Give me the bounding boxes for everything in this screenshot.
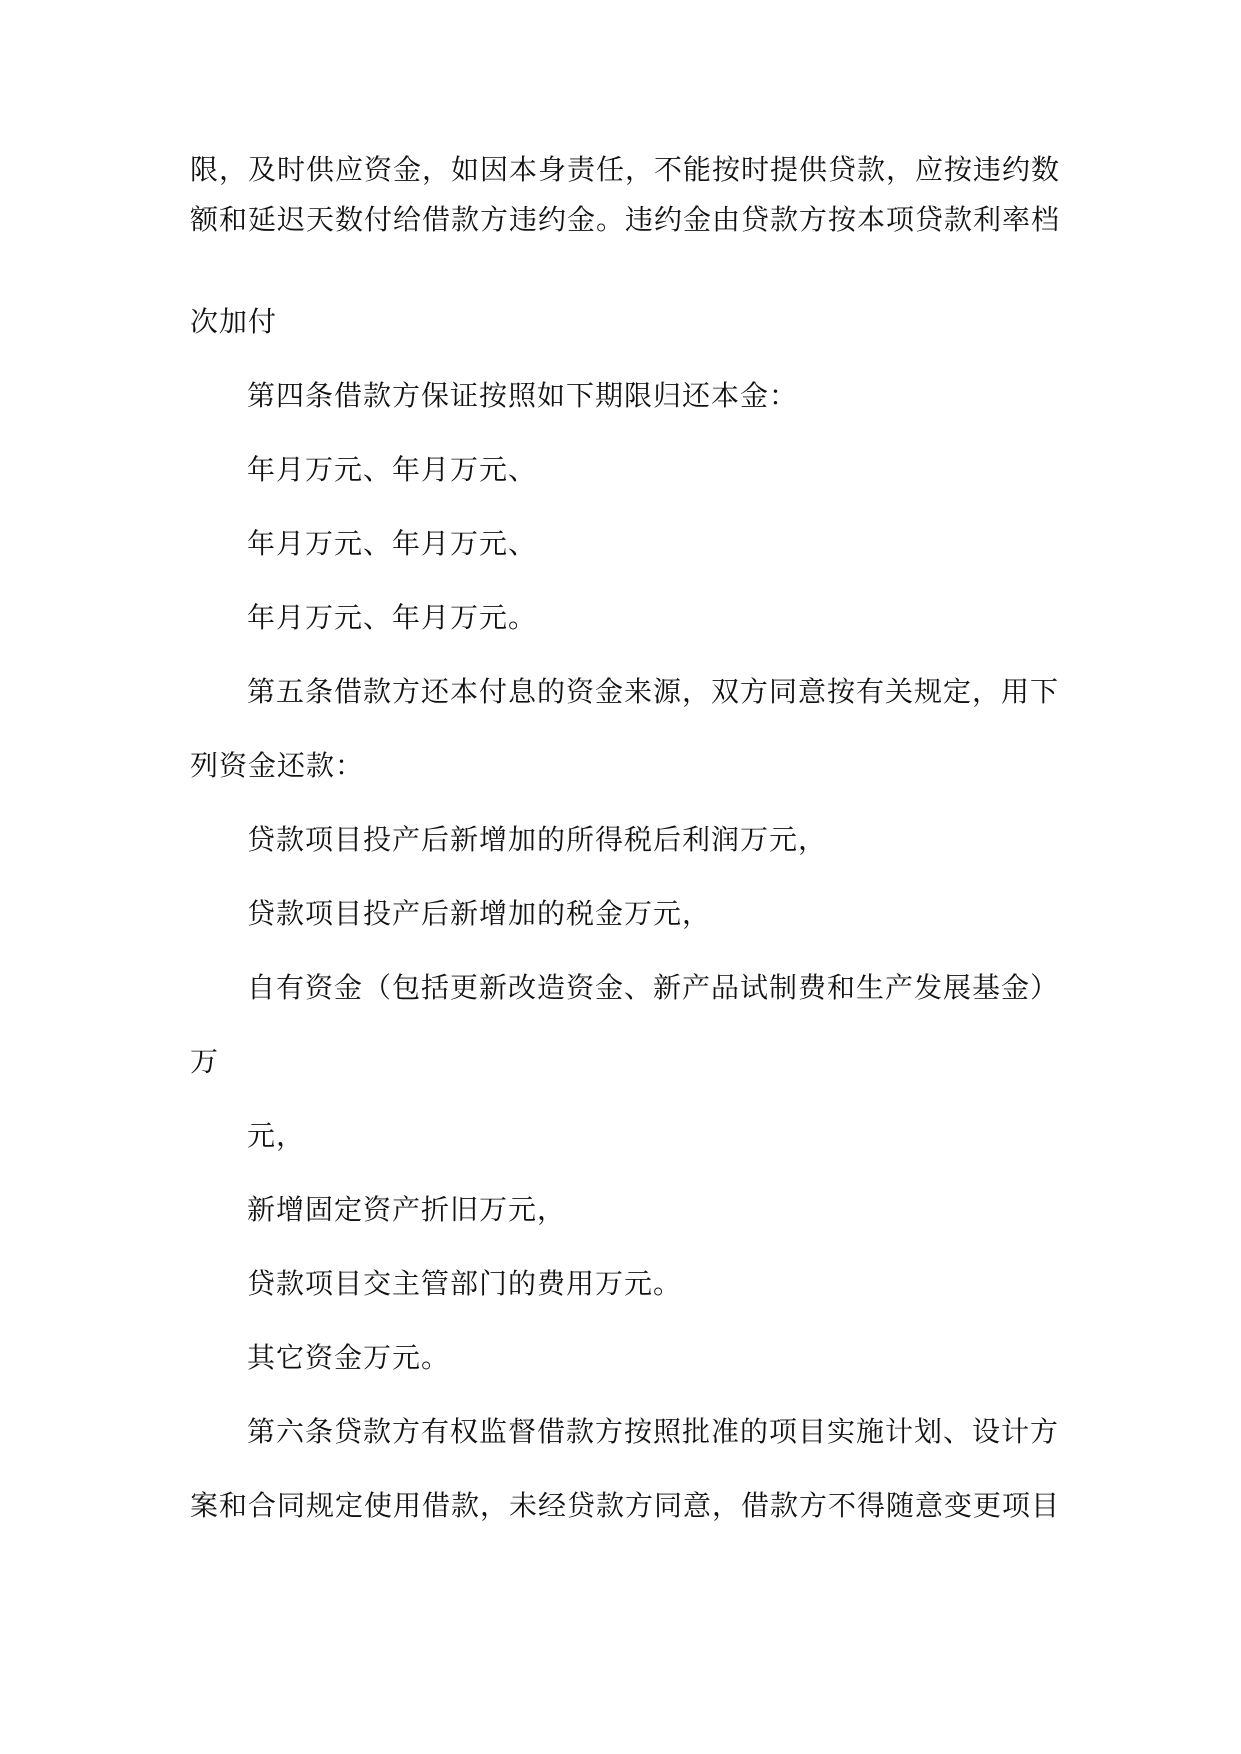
text-line: 贷款项目交主管部门的费用万元。	[247, 1267, 683, 1300]
text-line: 其它资金万元。	[247, 1341, 451, 1374]
text-line: 案和合同规定使用借款，未经贷款方同意，借款方不得随意变更项目	[190, 1489, 1061, 1522]
text-line: 自有资金（包括更新改造资金、新产品试制费和生产发展基金）	[247, 971, 1060, 1004]
text-line: 万	[190, 1045, 220, 1078]
text-line: 限，及时供应资金，如因本身责任，不能按时提供贷款，应按违约数	[190, 153, 1061, 186]
article-4-heading: 第四条借款方保证按照如下期限归还本金：	[247, 379, 799, 412]
text-line: 年月万元、年月万元。	[247, 601, 538, 634]
text-line: 贷款项目投产后新增加的税金万元，	[247, 897, 712, 930]
text-line: 额和延迟天数付给借款方违约金。违约金由贷款方按本项贷款利率档	[190, 203, 1061, 236]
text-line: 年月万元、年月万元、	[247, 453, 538, 486]
text-line: 新增固定资产折旧万元，	[247, 1193, 567, 1226]
text-line: 列资金还款：	[190, 749, 365, 782]
text-line: 贷款项目投产后新增加的所得税后利润万元，	[247, 823, 828, 856]
text-line: 年月万元、年月万元、	[247, 527, 538, 560]
article-6-heading: 第六条贷款方有权监督借款方按照批准的项目实施计划、设计方	[247, 1415, 1060, 1448]
article-5-heading: 第五条借款方还本付息的资金来源，双方同意按有关规定，用下	[247, 675, 1060, 708]
text-line: 元，	[247, 1119, 306, 1152]
text-line: 次加付	[190, 305, 278, 338]
